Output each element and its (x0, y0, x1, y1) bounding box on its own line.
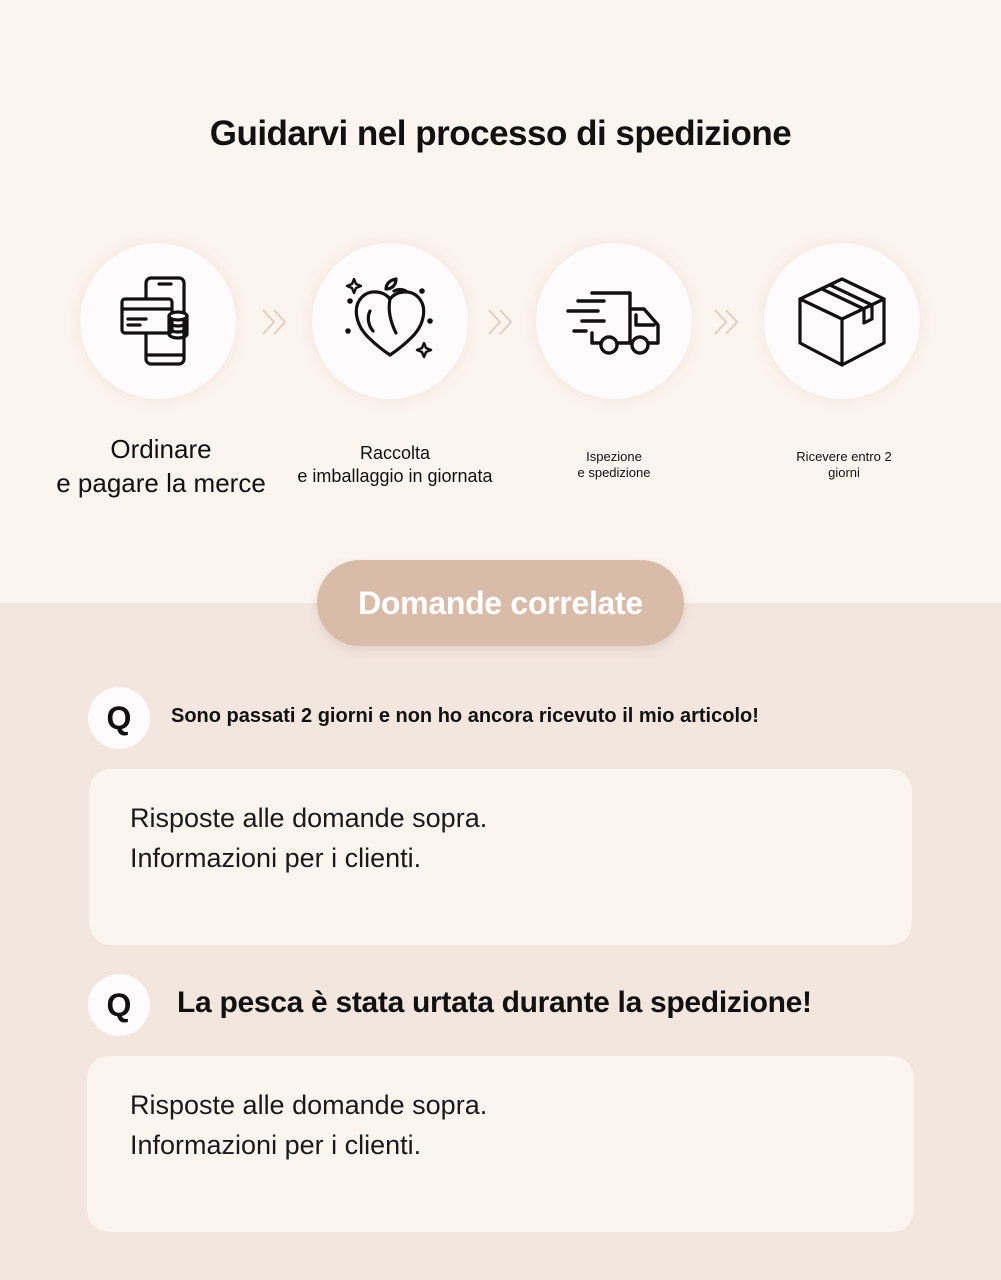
answer-line: Informazioni per i clienti. (130, 843, 422, 873)
faq-heading: Domande correlate (317, 560, 684, 646)
chevron-right-icon (260, 306, 290, 338)
step-3-circle (536, 243, 692, 399)
step-1-circle (80, 243, 236, 399)
answer-line: Informazioni per i clienti. (130, 1130, 422, 1160)
chevron-right-icon (712, 306, 742, 338)
page-title: Guidarvi nel processo di spedizione (209, 114, 792, 153)
question-badge: Q (88, 687, 150, 749)
faq-answer (87, 1056, 914, 1232)
step-3-label: Ispezione e spedizione (577, 449, 651, 480)
faq-question[interactable]: La pesca è stata urtata durante la spedizione! (177, 986, 812, 1019)
question-badge: Q (88, 974, 150, 1036)
step-2-circle (312, 243, 468, 399)
faq-question[interactable]: Sono passati 2 giorni e non ho ancora ricevuto il mio articolo! (171, 705, 759, 727)
chevron-right-icon (486, 306, 516, 338)
step-2-label: Raccolta e imballaggio in giornata (297, 443, 493, 486)
step-1-label: Ordinare e pagare la merce (56, 434, 266, 498)
peach-icon (340, 271, 440, 371)
box-icon (792, 271, 892, 371)
answer-line: Risposte alle domande sopra. (130, 1090, 488, 1120)
faq-answer (89, 769, 912, 945)
step-4-label: Ricevere entro 2 giorni (796, 449, 892, 480)
answer-line: Risposte alle domande sopra. (130, 803, 488, 833)
delivery-truck-icon (564, 271, 664, 371)
step-4-circle (764, 243, 920, 399)
phone-payment-icon (108, 271, 208, 371)
